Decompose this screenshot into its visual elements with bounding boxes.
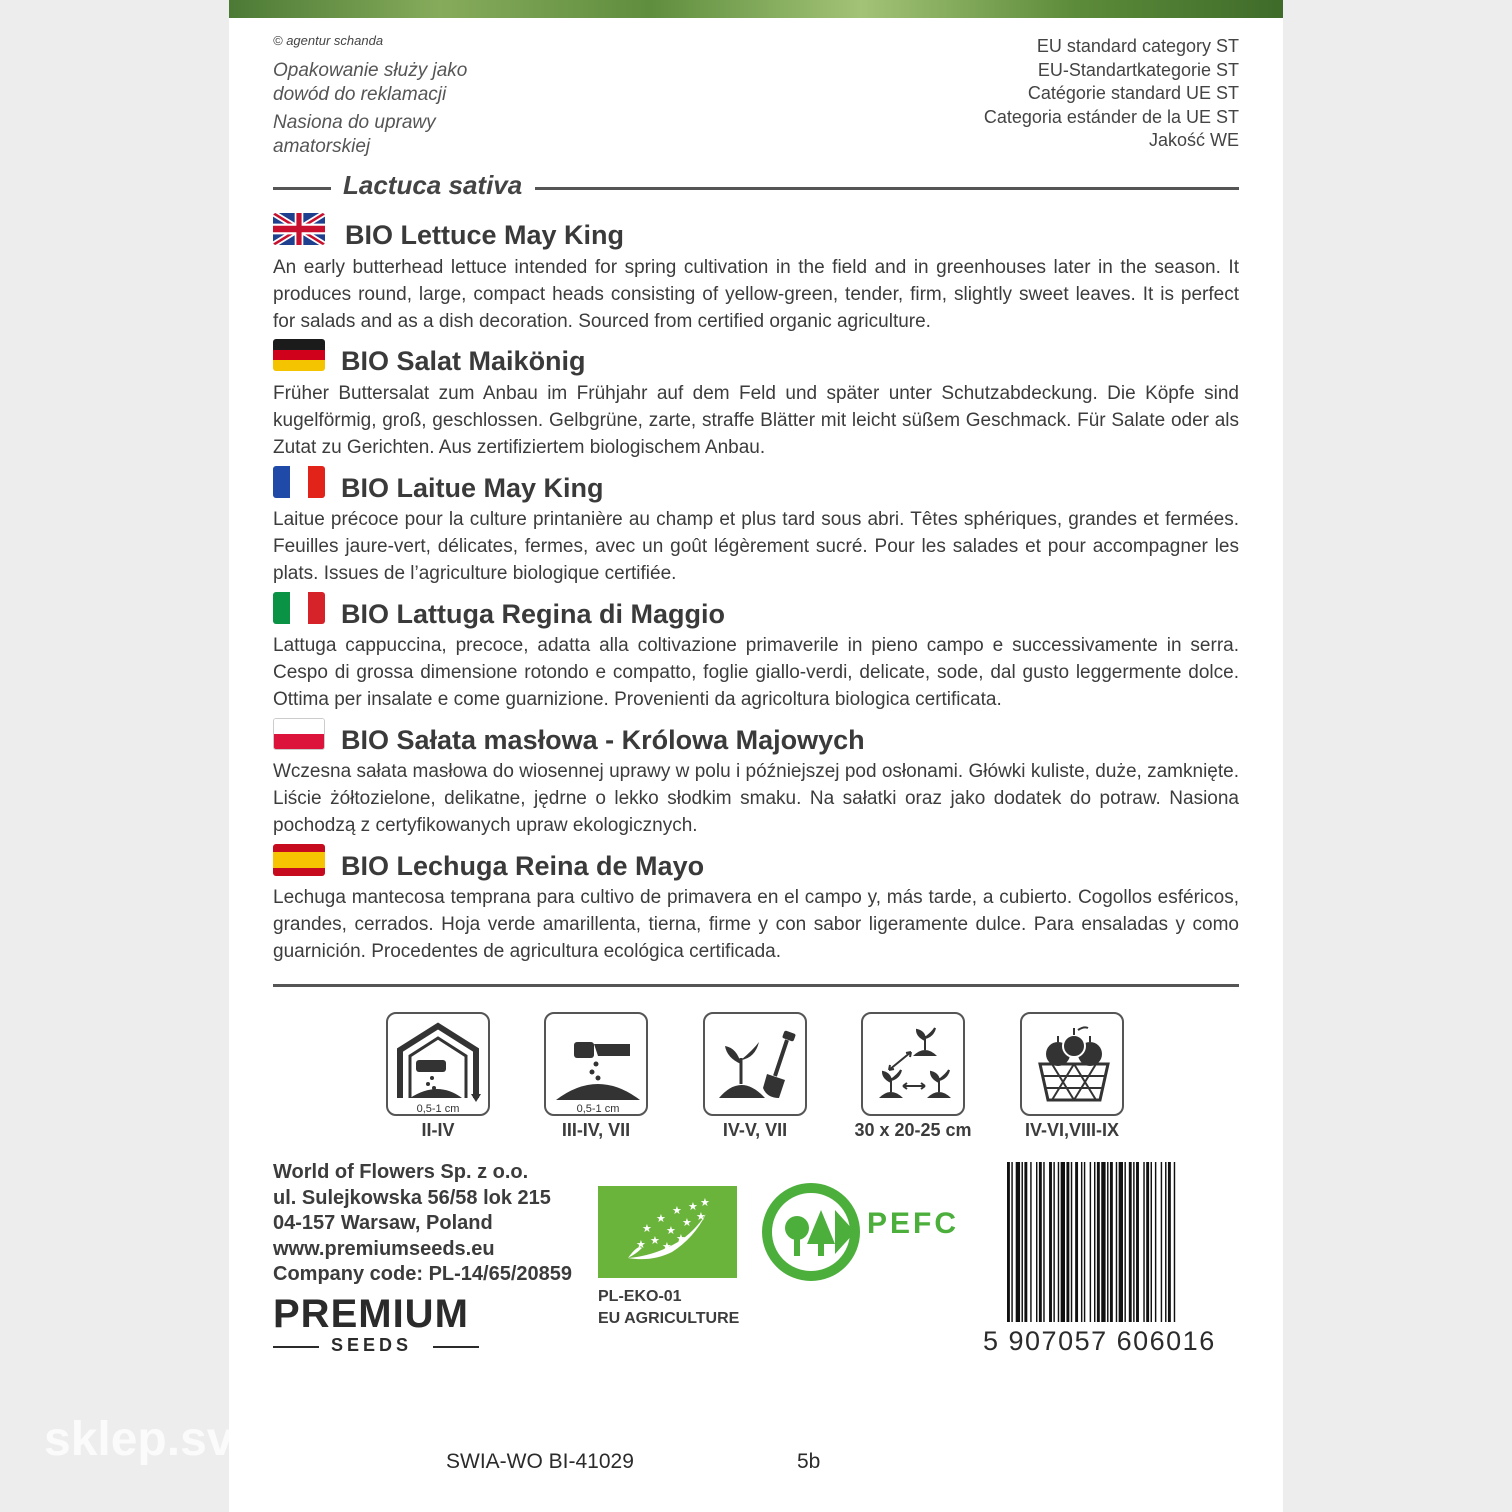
greenhouse-sowing-icon [386, 1012, 490, 1116]
svg-text:★: ★ [700, 1196, 710, 1209]
section-divider [273, 984, 1239, 987]
lang-body-fr: Laitue précoce pour la culture printanière au champ et plus tard sous abri. Têtes sphériques, grandes et fermées. Feuilles jaure-vert, délicates, fermes, avec un goût légèrement sucré. Pour les salades et pour accompagner les plats. Issues de l’agriculture biologique certifiée. [273, 509, 1239, 584]
eu-category-block [984, 35, 1239, 153]
uk-flag-icon [273, 213, 325, 245]
brand-rule-left [273, 1346, 319, 1348]
svg-text:★: ★ [676, 1232, 686, 1245]
brand-logo-sub: SEEDS [331, 1335, 413, 1355]
lang-body-en: An early butterhead lettuce intended for spring cultivation in the field and in greenhouses later in the season. It produces round, large, compact heads consisting of yellow-green, tender, firm, slightly sweet leaves. It is perfect for salads and as a dish decoration. Sourced from certified organic agriculture. [273, 257, 1239, 332]
reference-code: SWIA-WO BI-41029 [446, 1450, 634, 1473]
lang-title-de: BIO Salat Maikönig [341, 346, 586, 376]
pefc-logo [759, 1180, 969, 1284]
lang-body-pl: Wczesna sałata masłowa do wiosennej uprawy w polu i późniejszej pod osłonami. Główki kuliste, duże, zamknięte. Liście żółtozielone, delikatne, jędrne o lekko słodkim smaku. Na sałatki oraz jako dodatek do potraw. Nasiona pochodzą z certyfikowanych upraw ekologicznych. [273, 761, 1239, 836]
company-street: ul. Sulejkowska 56/58 lok 215 [273, 1186, 551, 1209]
brand-rule-right [433, 1346, 479, 1348]
italy-flag-icon [273, 592, 325, 624]
latin-name-row [273, 170, 1239, 202]
lang-title-en: BIO Lettuce May King [345, 220, 625, 250]
field-sowing-icon [544, 1012, 648, 1116]
svg-text:★: ★ [666, 1224, 676, 1237]
lang-title-fr: BIO Laitue May King [341, 473, 604, 503]
category-line: Catégorie standard UE ST [1027, 83, 1239, 103]
seed-packet-back [229, 0, 1283, 1512]
copyright-text: © agentur schanda [273, 33, 384, 48]
company-address [273, 1160, 572, 1288]
brand-logo-main: PREMIUM [273, 1292, 469, 1336]
lang-title-it: BIO Lattuga Regina di Maggio [341, 599, 725, 629]
brand-logo-sub-row [273, 1335, 479, 1359]
category-line: EU standard category ST [1036, 36, 1239, 56]
rule-left [273, 187, 331, 190]
latin-name: Lactuca sativa [343, 170, 523, 200]
lang-body-es: Lechuga mantecosa temprana para cultivo de primavera en el campo y, más tarde, a cubierto. Cogollos esféricos, grandes, cerrados. Hoja verde amarillenta, tierna, firme y con sabor ligeramente dulce. Para ensaladas y como guarnición. Procedentes de agricultura ecológica certificada. [273, 887, 1239, 962]
harvest-basket-icon [1020, 1012, 1124, 1116]
rule-right [535, 187, 1239, 190]
category-line: Jakość WE [1148, 130, 1239, 150]
spain-flag-icon [273, 844, 325, 876]
watermark: sklep.sv [44, 1413, 234, 1466]
barcode-digits: 5 907057 606016 [983, 1326, 1216, 1356]
spacing-icon [861, 1012, 965, 1116]
eu-organic-leaf-icon [598, 1186, 737, 1278]
company-name: World of Flowers Sp. z o.o. [273, 1161, 529, 1183]
company-city: 04-157 Warsaw, Poland [273, 1212, 493, 1234]
depth-label: 0,5-1 cm [576, 1103, 620, 1115]
lang-body-de: Früher Buttersalat zum Anbau im Frühjahr auf dem Feld und später unter Schutzabdeckung. Die Köpfe sind kugelförmig, groß, geschlossen. Gelbgrüne, zarte, straffe Blätter mit leicht süßem Geschmack. Für Salate oder als Zutat zu Gerichten. Aus zertifiziertem biologischem Anbau. [273, 383, 1239, 458]
svg-text:★: ★ [672, 1204, 682, 1217]
svg-text:★: ★ [636, 1238, 646, 1251]
category-line: EU-Standartkategorie ST [1037, 59, 1239, 80]
planting-icon [703, 1012, 807, 1116]
svg-text:★: ★ [662, 1240, 672, 1253]
svg-text:★: ★ [682, 1216, 692, 1229]
svg-text:★: ★ [642, 1222, 652, 1235]
caption-field: III-IV, VII [561, 1120, 631, 1140]
poland-flag-icon [273, 718, 325, 750]
reference-suffix: 5b [797, 1450, 821, 1473]
caption-planting: IV-V, VII [722, 1120, 788, 1140]
lang-body-it: Lattuga cappuccina, precoce, adatta alla coltivazione primaverile in pieno campo e successivamente in serra. Cespo di grossa dimensione rotondo e compatto, foglie giallo-verdi, delicate, sode, dal gusto leggermente dolce. Ottima per insalate e come guarnizione. Provenienti da agricoltura biologica certificata. [273, 635, 1239, 710]
svg-text:★: ★ [656, 1212, 666, 1225]
organic-certification-text [598, 1286, 739, 1330]
complaint-note: Opakowanie służy jako dowód do reklamacji [273, 60, 468, 105]
barcode [1005, 1162, 1239, 1337]
eko-code: PL-EKO-01 [598, 1288, 682, 1305]
svg-text:★: ★ [696, 1210, 706, 1223]
company-web: www.premiumseeds.eu [273, 1237, 495, 1260]
eu-agriculture: EU AGRICULTURE [598, 1310, 740, 1327]
caption-spacing: 30 x 20-25 cm [854, 1120, 972, 1140]
caption-greenhouse: II-IV [421, 1120, 455, 1140]
france-flag-icon [273, 466, 325, 498]
depth-label: 0,5-1 cm [416, 1103, 460, 1115]
amateur-note: Nasiona do uprawy amatorskiej [273, 112, 436, 157]
svg-text:★: ★ [688, 1200, 698, 1213]
germany-flag-icon [273, 339, 325, 371]
lang-title-pl: BIO Sałata masłowa - Królowa Majowych [341, 725, 865, 755]
caption-harvest: IV-VI,VIII-IX [1024, 1120, 1120, 1140]
svg-text:★: ★ [650, 1234, 660, 1247]
lang-title-es: BIO Lechuga Reina de Mayo [341, 851, 705, 881]
category-line: Categoria estánder de la UE ST [983, 106, 1239, 127]
lettuce-photo-strip [229, 0, 1283, 18]
pefc-text: PEFC [867, 1207, 960, 1240]
company-code: Company code: PL-14/65/20859 [273, 1263, 573, 1285]
